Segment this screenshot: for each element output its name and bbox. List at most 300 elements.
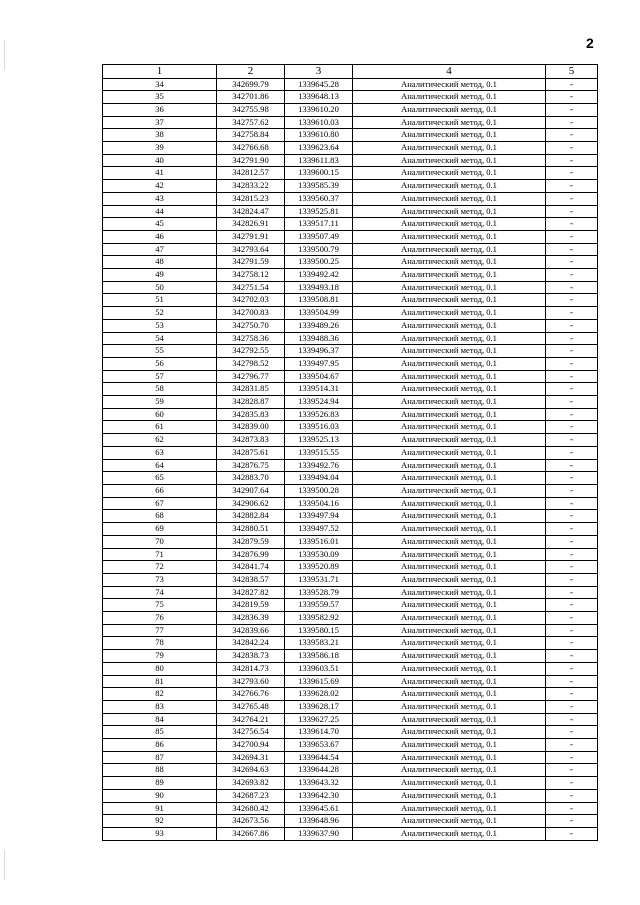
table-row <box>103 472 598 485</box>
note-cell: - <box>546 739 598 752</box>
y-coordinate-cell: 1339504.16 <box>285 497 353 510</box>
table-row <box>103 789 598 802</box>
point-number-cell: 86 <box>103 739 217 752</box>
method-cell: Аналитический метод, 0.1 <box>353 230 546 243</box>
x-coordinate-cell: 342828.87 <box>217 396 285 409</box>
method-cell: Аналитический метод, 0.1 <box>353 764 546 777</box>
table-row <box>103 269 598 282</box>
y-coordinate-cell: 1339627.25 <box>285 713 353 726</box>
y-coordinate-cell: 1339614.70 <box>285 726 353 739</box>
x-coordinate-cell: 342758.84 <box>217 129 285 142</box>
method-cell: Аналитический метод, 0.1 <box>353 573 546 586</box>
point-number-cell: 68 <box>103 510 217 523</box>
x-coordinate-cell: 342879.59 <box>217 535 285 548</box>
y-coordinate-cell: 1339642.30 <box>285 789 353 802</box>
y-coordinate-cell: 1339516.01 <box>285 535 353 548</box>
x-coordinate-cell: 342798.52 <box>217 357 285 370</box>
y-coordinate-cell: 1339515.55 <box>285 446 353 459</box>
method-cell: Аналитический метод, 0.1 <box>353 446 546 459</box>
y-coordinate-cell: 1339611.83 <box>285 154 353 167</box>
method-cell: Аналитический метод, 0.1 <box>353 103 546 116</box>
note-cell: - <box>546 802 598 815</box>
x-coordinate-cell: 342694.63 <box>217 764 285 777</box>
x-coordinate-cell: 342667.86 <box>217 827 285 840</box>
note-cell: - <box>546 383 598 396</box>
method-cell: Аналитический метод, 0.1 <box>353 472 546 485</box>
point-number-cell: 83 <box>103 700 217 713</box>
note-cell: - <box>546 764 598 777</box>
method-cell: Аналитический метод, 0.1 <box>353 129 546 142</box>
table-row <box>103 243 598 256</box>
note-cell: - <box>546 586 598 599</box>
method-cell: Аналитический метод, 0.1 <box>353 167 546 180</box>
x-coordinate-cell: 342766.68 <box>217 142 285 155</box>
y-coordinate-cell: 1339497.94 <box>285 510 353 523</box>
table-row <box>103 256 598 269</box>
method-cell: Аналитический метод, 0.1 <box>353 142 546 155</box>
table-row <box>103 586 598 599</box>
point-number-cell: 82 <box>103 688 217 701</box>
y-coordinate-cell: 1339492.76 <box>285 459 353 472</box>
x-coordinate-cell: 342876.99 <box>217 548 285 561</box>
point-number-cell: 36 <box>103 103 217 116</box>
x-coordinate-cell: 342833.22 <box>217 180 285 193</box>
x-coordinate-cell: 342883.70 <box>217 472 285 485</box>
table-row <box>103 713 598 726</box>
x-coordinate-cell: 342757.62 <box>217 116 285 129</box>
table-row <box>103 167 598 180</box>
method-cell: Аналитический метод, 0.1 <box>353 612 546 625</box>
method-cell: Аналитический метод, 0.1 <box>353 91 546 104</box>
note-cell: - <box>546 675 598 688</box>
note-cell: - <box>546 307 598 320</box>
point-number-cell: 39 <box>103 142 217 155</box>
table-row <box>103 383 598 396</box>
y-coordinate-cell: 1339525.13 <box>285 434 353 447</box>
y-coordinate-cell: 1339586.18 <box>285 650 353 663</box>
note-cell: - <box>546 751 598 764</box>
note-cell: - <box>546 142 598 155</box>
y-coordinate-cell: 1339488.36 <box>285 332 353 345</box>
x-coordinate-cell: 342827.82 <box>217 586 285 599</box>
note-cell: - <box>546 129 598 142</box>
method-cell: Аналитический метод, 0.1 <box>353 688 546 701</box>
y-coordinate-cell: 1339583.21 <box>285 637 353 650</box>
y-coordinate-cell: 1339517.11 <box>285 218 353 231</box>
method-cell: Аналитический метод, 0.1 <box>353 548 546 561</box>
point-number-cell: 38 <box>103 129 217 142</box>
method-cell: Аналитический метод, 0.1 <box>353 523 546 536</box>
point-number-cell: 58 <box>103 383 217 396</box>
table-row <box>103 675 598 688</box>
x-coordinate-cell: 342876.75 <box>217 459 285 472</box>
note-cell: - <box>546 561 598 574</box>
x-coordinate-cell: 342758.36 <box>217 332 285 345</box>
y-coordinate-cell: 1339585.39 <box>285 180 353 193</box>
point-number-cell: 35 <box>103 91 217 104</box>
table-row <box>103 827 598 840</box>
table-row <box>103 612 598 625</box>
note-cell: - <box>546 180 598 193</box>
point-number-cell: 51 <box>103 294 217 307</box>
point-number-cell: 46 <box>103 230 217 243</box>
note-cell: - <box>546 192 598 205</box>
method-cell: Аналитический метод, 0.1 <box>353 459 546 472</box>
note-cell: - <box>546 294 598 307</box>
note-cell: - <box>546 103 598 116</box>
y-coordinate-cell: 1339615.69 <box>285 675 353 688</box>
note-cell: - <box>546 408 598 421</box>
y-coordinate-cell: 1339526.83 <box>285 408 353 421</box>
x-coordinate-cell: 342819.59 <box>217 599 285 612</box>
y-coordinate-cell: 1339497.95 <box>285 357 353 370</box>
point-number-cell: 64 <box>103 459 217 472</box>
point-number-cell: 43 <box>103 192 217 205</box>
y-coordinate-cell: 1339628.02 <box>285 688 353 701</box>
note-cell: - <box>546 370 598 383</box>
y-coordinate-cell: 1339494.04 <box>285 472 353 485</box>
table-row <box>103 624 598 637</box>
table-row <box>103 434 598 447</box>
method-cell: Аналитический метод, 0.1 <box>353 357 546 370</box>
point-number-cell: 47 <box>103 243 217 256</box>
x-coordinate-cell: 342764.21 <box>217 713 285 726</box>
table-row <box>103 485 598 498</box>
table-row <box>103 739 598 752</box>
table-row <box>103 154 598 167</box>
x-coordinate-cell: 342791.59 <box>217 256 285 269</box>
x-coordinate-cell: 342815.23 <box>217 192 285 205</box>
table-row <box>103 573 598 586</box>
point-number-cell: 44 <box>103 205 217 218</box>
column-header: 1 <box>103 65 217 79</box>
point-number-cell: 75 <box>103 599 217 612</box>
y-coordinate-cell: 1339508.81 <box>285 294 353 307</box>
method-cell: Аналитический метод, 0.1 <box>353 739 546 752</box>
method-cell: Аналитический метод, 0.1 <box>353 815 546 828</box>
column-header: 2 <box>217 65 285 79</box>
y-coordinate-cell: 1339516.03 <box>285 421 353 434</box>
method-cell: Аналитический метод, 0.1 <box>353 78 546 91</box>
y-coordinate-cell: 1339492.42 <box>285 269 353 282</box>
x-coordinate-cell: 342841.74 <box>217 561 285 574</box>
note-cell: - <box>546 218 598 231</box>
note-cell: - <box>546 573 598 586</box>
table-row <box>103 218 598 231</box>
y-coordinate-cell: 1339643.32 <box>285 777 353 790</box>
y-coordinate-cell: 1339504.99 <box>285 307 353 320</box>
x-coordinate-cell: 342793.60 <box>217 675 285 688</box>
y-coordinate-cell: 1339500.25 <box>285 256 353 269</box>
note-cell: - <box>546 230 598 243</box>
point-number-cell: 71 <box>103 548 217 561</box>
point-number-cell: 77 <box>103 624 217 637</box>
method-cell: Аналитический метод, 0.1 <box>353 408 546 421</box>
table-row <box>103 777 598 790</box>
table-row <box>103 408 598 421</box>
point-number-cell: 90 <box>103 789 217 802</box>
y-coordinate-cell: 1339580.15 <box>285 624 353 637</box>
table-row <box>103 307 598 320</box>
point-number-cell: 70 <box>103 535 217 548</box>
method-cell: Аналитический метод, 0.1 <box>353 269 546 282</box>
note-cell: - <box>546 700 598 713</box>
x-coordinate-cell: 342873.83 <box>217 434 285 447</box>
note-cell: - <box>546 485 598 498</box>
note-cell: - <box>546 446 598 459</box>
method-cell: Аналитический метод, 0.1 <box>353 205 546 218</box>
x-coordinate-cell: 342699.79 <box>217 78 285 91</box>
y-coordinate-cell: 1339493.18 <box>285 281 353 294</box>
y-coordinate-cell: 1339531.71 <box>285 573 353 586</box>
table-row <box>103 91 598 104</box>
note-cell: - <box>546 777 598 790</box>
column-header: 5 <box>546 65 598 79</box>
x-coordinate-cell: 342882.84 <box>217 510 285 523</box>
y-coordinate-cell: 1339623.64 <box>285 142 353 155</box>
page-number: 2 <box>586 35 594 51</box>
table-row <box>103 78 598 91</box>
table-row <box>103 662 598 675</box>
method-cell: Аналитический метод, 0.1 <box>353 192 546 205</box>
y-coordinate-cell: 1339559.57 <box>285 599 353 612</box>
point-number-cell: 50 <box>103 281 217 294</box>
y-coordinate-cell: 1339645.61 <box>285 802 353 815</box>
note-cell: - <box>546 319 598 332</box>
table-row <box>103 421 598 434</box>
table-row <box>103 319 598 332</box>
method-cell: Аналитический метод, 0.1 <box>353 383 546 396</box>
point-number-cell: 65 <box>103 472 217 485</box>
y-coordinate-cell: 1339520.89 <box>285 561 353 574</box>
table-row <box>103 459 598 472</box>
point-number-cell: 45 <box>103 218 217 231</box>
x-coordinate-cell: 342693.82 <box>217 777 285 790</box>
point-number-cell: 78 <box>103 637 217 650</box>
note-cell: - <box>546 459 598 472</box>
x-coordinate-cell: 342694.31 <box>217 751 285 764</box>
x-coordinate-cell: 342838.73 <box>217 650 285 663</box>
method-cell: Аналитический метод, 0.1 <box>353 713 546 726</box>
note-cell: - <box>546 650 598 663</box>
table-row <box>103 116 598 129</box>
point-number-cell: 34 <box>103 78 217 91</box>
note-cell: - <box>546 78 598 91</box>
point-number-cell: 66 <box>103 485 217 498</box>
x-coordinate-cell: 342755.98 <box>217 103 285 116</box>
x-coordinate-cell: 342814.73 <box>217 662 285 675</box>
point-number-cell: 63 <box>103 446 217 459</box>
y-coordinate-cell: 1339500.28 <box>285 485 353 498</box>
method-cell: Аналитический метод, 0.1 <box>353 116 546 129</box>
x-coordinate-cell: 342839.66 <box>217 624 285 637</box>
note-cell: - <box>546 167 598 180</box>
note-cell: - <box>546 815 598 828</box>
method-cell: Аналитический метод, 0.1 <box>353 345 546 358</box>
point-number-cell: 93 <box>103 827 217 840</box>
y-coordinate-cell: 1339653.67 <box>285 739 353 752</box>
note-cell: - <box>546 713 598 726</box>
x-coordinate-cell: 342765.48 <box>217 700 285 713</box>
note-cell: - <box>546 91 598 104</box>
method-cell: Аналитический метод, 0.1 <box>353 497 546 510</box>
table-row <box>103 599 598 612</box>
x-coordinate-cell: 342766.76 <box>217 688 285 701</box>
table-row <box>103 815 598 828</box>
note-cell: - <box>546 612 598 625</box>
note-cell: - <box>546 281 598 294</box>
point-number-cell: 48 <box>103 256 217 269</box>
x-coordinate-cell: 342701.86 <box>217 91 285 104</box>
note-cell: - <box>546 345 598 358</box>
x-coordinate-cell: 342831.85 <box>217 383 285 396</box>
method-cell: Аналитический метод, 0.1 <box>353 294 546 307</box>
coordinates-table <box>102 64 598 841</box>
scan-margin-mark <box>4 40 5 70</box>
note-cell: - <box>546 624 598 637</box>
table-row <box>103 332 598 345</box>
note-cell: - <box>546 357 598 370</box>
method-cell: Аналитический метод, 0.1 <box>353 307 546 320</box>
point-number-cell: 92 <box>103 815 217 828</box>
point-number-cell: 54 <box>103 332 217 345</box>
table-row <box>103 726 598 739</box>
y-coordinate-cell: 1339496.37 <box>285 345 353 358</box>
y-coordinate-cell: 1339497.52 <box>285 523 353 536</box>
scan-margin-mark <box>4 850 5 880</box>
y-coordinate-cell: 1339637.90 <box>285 827 353 840</box>
method-cell: Аналитический метод, 0.1 <box>353 751 546 764</box>
x-coordinate-cell: 342826.91 <box>217 218 285 231</box>
method-cell: Аналитический метод, 0.1 <box>353 624 546 637</box>
column-header: 4 <box>353 65 546 79</box>
point-number-cell: 80 <box>103 662 217 675</box>
x-coordinate-cell: 342791.90 <box>217 154 285 167</box>
method-cell: Аналитический метод, 0.1 <box>353 789 546 802</box>
y-coordinate-cell: 1339560.37 <box>285 192 353 205</box>
point-number-cell: 42 <box>103 180 217 193</box>
note-cell: - <box>546 662 598 675</box>
note-cell: - <box>546 116 598 129</box>
table-row <box>103 700 598 713</box>
note-cell: - <box>546 599 598 612</box>
method-cell: Аналитический метод, 0.1 <box>353 434 546 447</box>
y-coordinate-cell: 1339600.15 <box>285 167 353 180</box>
point-number-cell: 91 <box>103 802 217 815</box>
table-row <box>103 192 598 205</box>
point-number-cell: 74 <box>103 586 217 599</box>
x-coordinate-cell: 342793.64 <box>217 243 285 256</box>
point-number-cell: 52 <box>103 307 217 320</box>
table-row <box>103 535 598 548</box>
y-coordinate-cell: 1339524.94 <box>285 396 353 409</box>
column-header: 3 <box>285 65 353 79</box>
method-cell: Аналитический метод, 0.1 <box>353 332 546 345</box>
method-cell: Аналитический метод, 0.1 <box>353 726 546 739</box>
x-coordinate-cell: 342702.03 <box>217 294 285 307</box>
method-cell: Аналитический метод, 0.1 <box>353 777 546 790</box>
note-cell: - <box>546 154 598 167</box>
y-coordinate-cell: 1339648.96 <box>285 815 353 828</box>
point-number-cell: 62 <box>103 434 217 447</box>
point-number-cell: 69 <box>103 523 217 536</box>
x-coordinate-cell: 342758.12 <box>217 269 285 282</box>
y-coordinate-cell: 1339582.92 <box>285 612 353 625</box>
method-cell: Аналитический метод, 0.1 <box>353 637 546 650</box>
point-number-cell: 84 <box>103 713 217 726</box>
method-cell: Аналитический метод, 0.1 <box>353 802 546 815</box>
x-coordinate-cell: 342906.62 <box>217 497 285 510</box>
note-cell: - <box>546 827 598 840</box>
note-cell: - <box>546 497 598 510</box>
method-cell: Аналитический метод, 0.1 <box>353 535 546 548</box>
y-coordinate-cell: 1339628.17 <box>285 700 353 713</box>
point-number-cell: 79 <box>103 650 217 663</box>
y-coordinate-cell: 1339610.20 <box>285 103 353 116</box>
point-number-cell: 56 <box>103 357 217 370</box>
point-number-cell: 81 <box>103 675 217 688</box>
note-cell: - <box>546 332 598 345</box>
note-cell: - <box>546 726 598 739</box>
point-number-cell: 53 <box>103 319 217 332</box>
y-coordinate-cell: 1339500.79 <box>285 243 353 256</box>
point-number-cell: 88 <box>103 764 217 777</box>
x-coordinate-cell: 342796.77 <box>217 370 285 383</box>
point-number-cell: 55 <box>103 345 217 358</box>
method-cell: Аналитический метод, 0.1 <box>353 586 546 599</box>
x-coordinate-cell: 342835.83 <box>217 408 285 421</box>
table-row <box>103 548 598 561</box>
x-coordinate-cell: 342907.64 <box>217 485 285 498</box>
x-coordinate-cell: 342700.83 <box>217 307 285 320</box>
table-row <box>103 396 598 409</box>
method-cell: Аналитический метод, 0.1 <box>353 180 546 193</box>
point-number-cell: 37 <box>103 116 217 129</box>
method-cell: Аналитический метод, 0.1 <box>353 370 546 383</box>
table-row <box>103 446 598 459</box>
method-cell: Аналитический метод, 0.1 <box>353 396 546 409</box>
y-coordinate-cell: 1339648.13 <box>285 91 353 104</box>
point-number-cell: 87 <box>103 751 217 764</box>
point-number-cell: 57 <box>103 370 217 383</box>
x-coordinate-cell: 342812.57 <box>217 167 285 180</box>
method-cell: Аналитический метод, 0.1 <box>353 319 546 332</box>
table-row <box>103 497 598 510</box>
x-coordinate-cell: 342700.94 <box>217 739 285 752</box>
method-cell: Аналитический метод, 0.1 <box>353 827 546 840</box>
point-number-cell: 85 <box>103 726 217 739</box>
x-coordinate-cell: 342687.23 <box>217 789 285 802</box>
table-row <box>103 142 598 155</box>
y-coordinate-cell: 1339507.49 <box>285 230 353 243</box>
method-cell: Аналитический метод, 0.1 <box>353 599 546 612</box>
x-coordinate-cell: 342842.24 <box>217 637 285 650</box>
point-number-cell: 76 <box>103 612 217 625</box>
point-number-cell: 60 <box>103 408 217 421</box>
table-row <box>103 510 598 523</box>
y-coordinate-cell: 1339610.80 <box>285 129 353 142</box>
note-cell: - <box>546 472 598 485</box>
method-cell: Аналитический метод, 0.1 <box>353 650 546 663</box>
y-coordinate-cell: 1339645.28 <box>285 78 353 91</box>
y-coordinate-cell: 1339525.81 <box>285 205 353 218</box>
note-cell: - <box>546 523 598 536</box>
table-row <box>103 129 598 142</box>
method-cell: Аналитический метод, 0.1 <box>353 281 546 294</box>
table-row <box>103 370 598 383</box>
x-coordinate-cell: 342792.55 <box>217 345 285 358</box>
x-coordinate-cell: 342751.54 <box>217 281 285 294</box>
